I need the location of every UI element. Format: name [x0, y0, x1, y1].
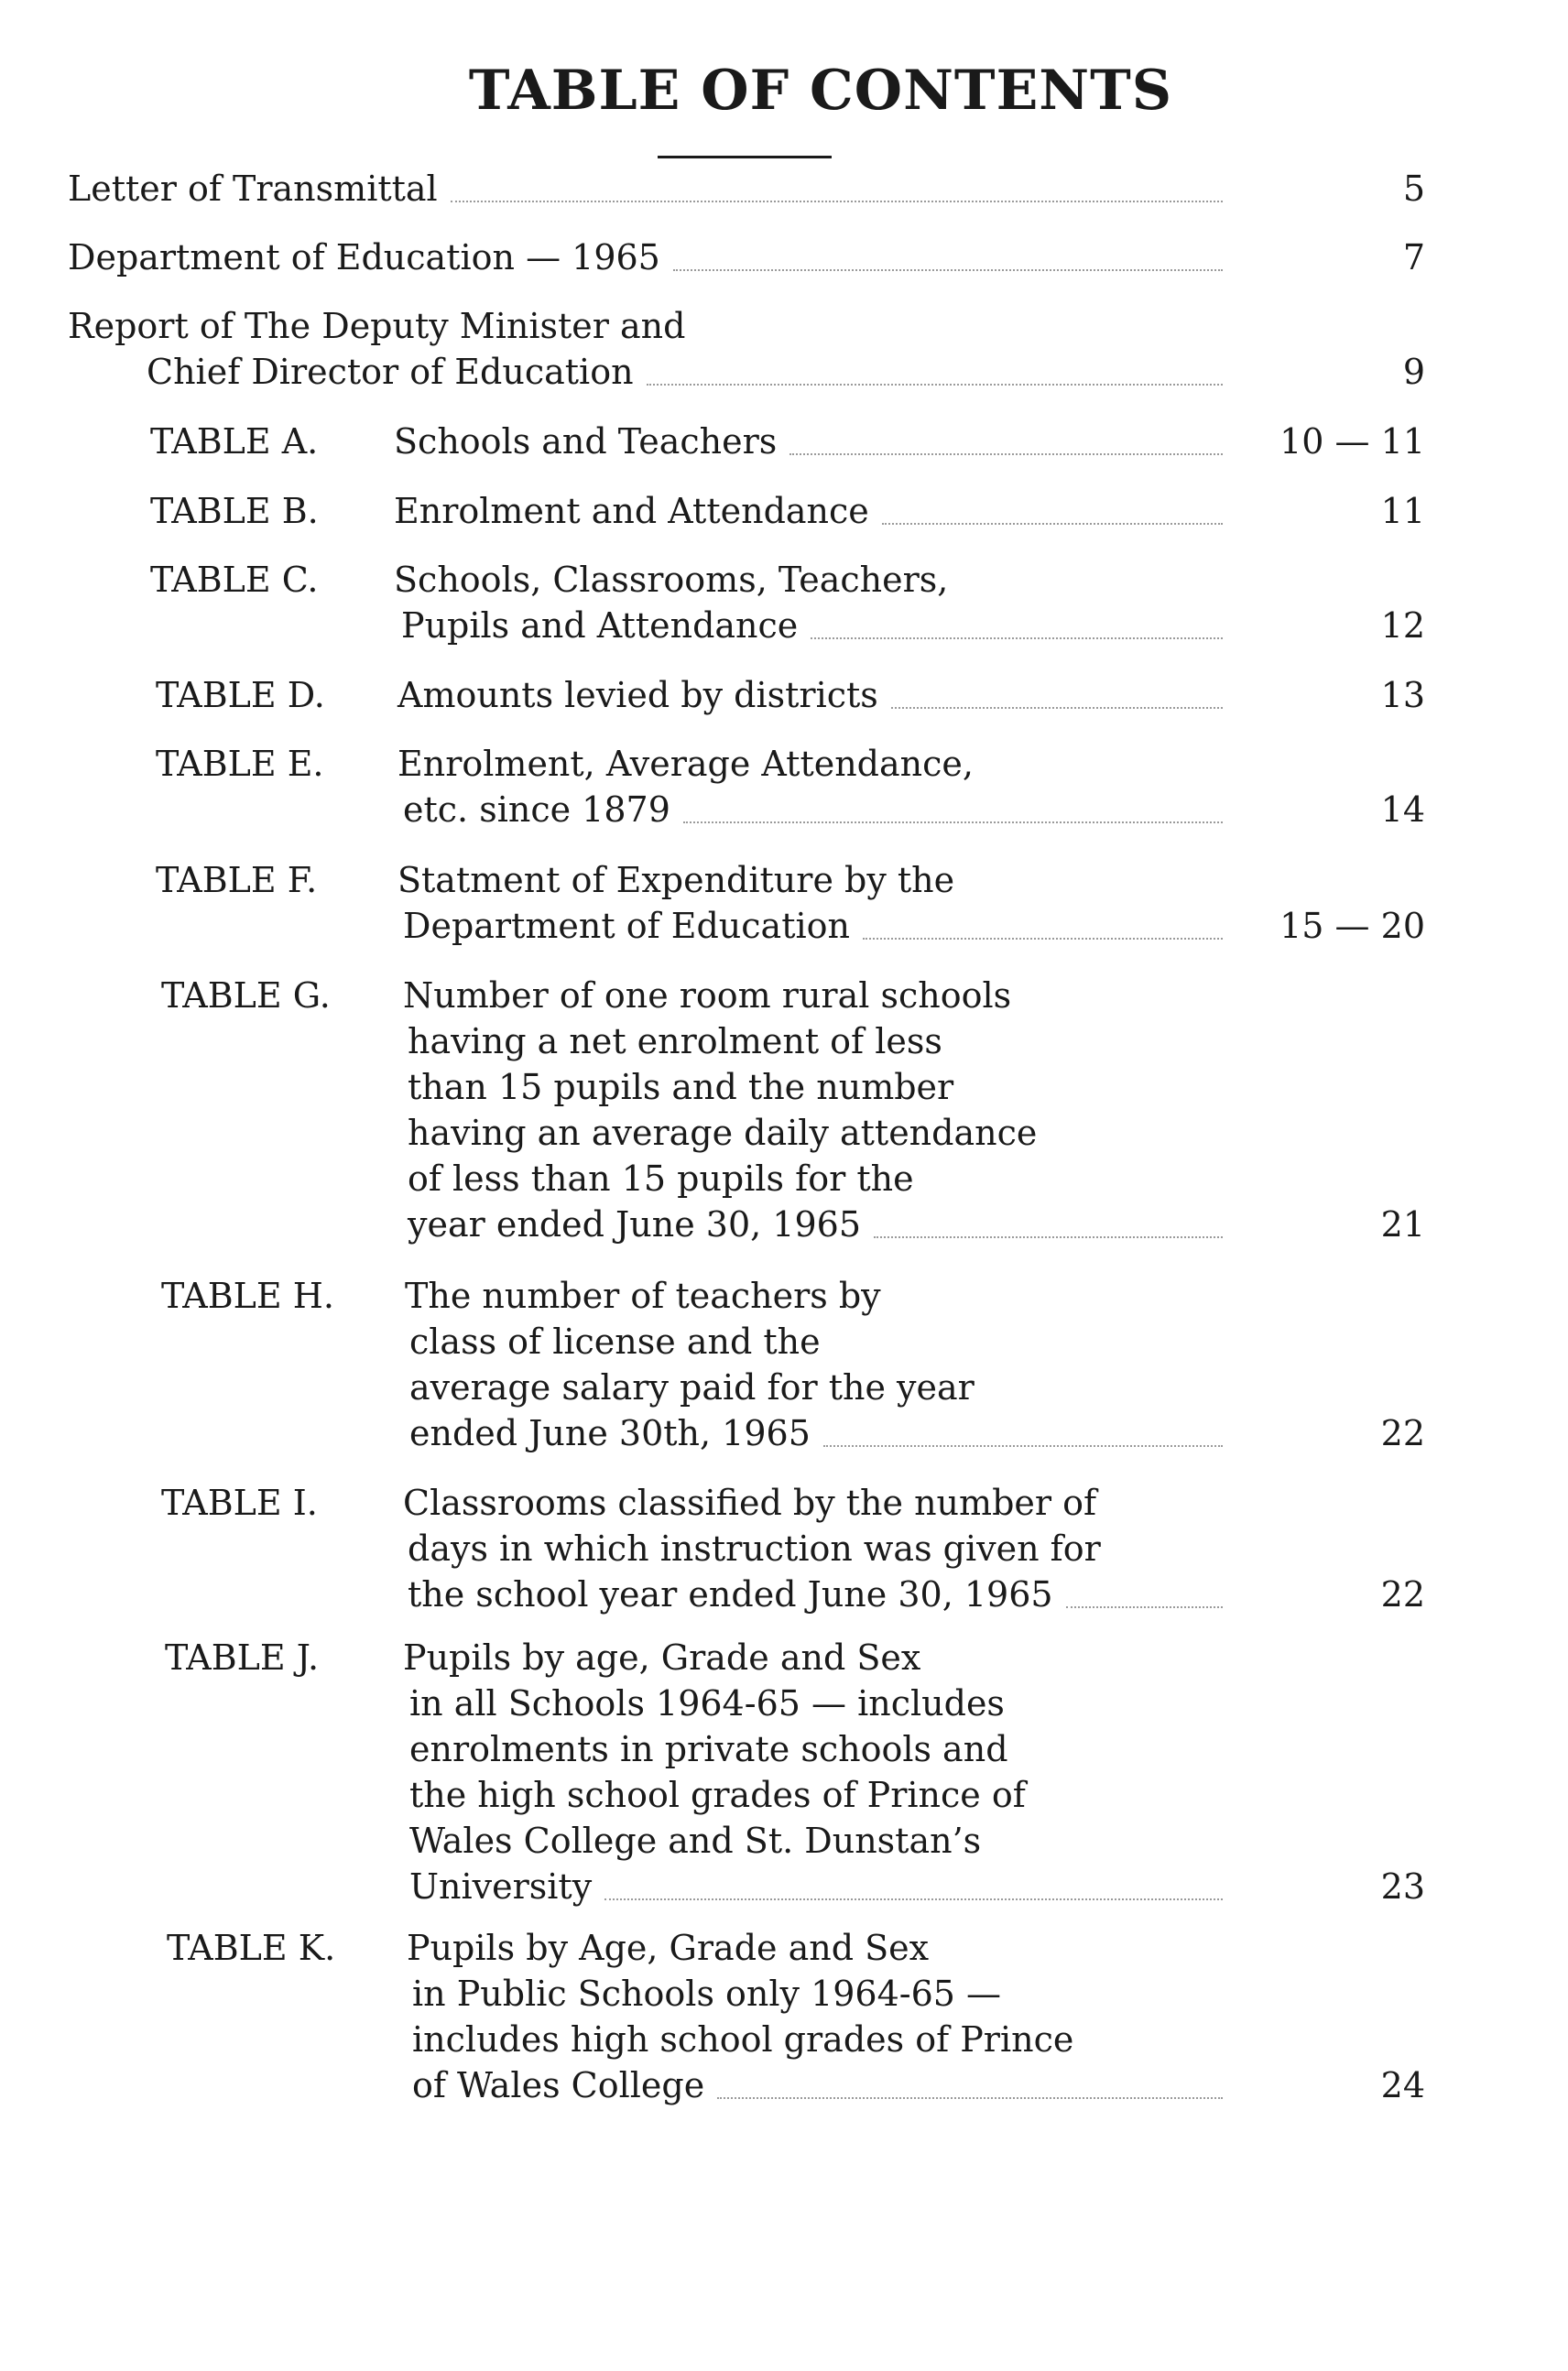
toc-entry-text: Classrooms classified by the number of [403, 1483, 1097, 1523]
toc-dot-leader [683, 821, 1223, 823]
toc-table-label: TABLE F. [156, 860, 318, 900]
toc-entry-text: Letter of Transmittal [68, 169, 438, 209]
toc-entry-text: of less than 15 pupils for the [408, 1158, 914, 1199]
toc-entry-text: Enrolment and Attendance [394, 491, 869, 531]
toc-entry-text: of Wales College [412, 2065, 705, 2105]
toc-dot-leader [451, 201, 1223, 202]
toc-entry-text: days in which instruction was given for [408, 1528, 1101, 1569]
toc-table-label: TABLE G. [161, 975, 331, 1016]
toc-table-label: TABLE H. [161, 1276, 334, 1316]
toc-entry-text: Pupils by age, Grade and Sex [403, 1637, 921, 1678]
toc-dot-leader [789, 453, 1223, 455]
toc-entry-text: enrolments in private schools and [409, 1729, 1008, 1769]
page-title: TABLE OF CONTENTS [468, 59, 1173, 123]
toc-page-number: 23 [1380, 1866, 1425, 1907]
toc-entry-text: Wales College and St. Dunstan’s [409, 1821, 982, 1861]
toc-entry-text: having an average daily attendance [408, 1113, 1038, 1153]
toc-entry-text: year ended June 30, 1965 [408, 1204, 862, 1245]
toc-page-number: 24 [1380, 2065, 1425, 2105]
toc-dot-leader [863, 938, 1223, 940]
toc-entry-text: ended June 30th, 1965 [409, 1413, 811, 1453]
toc-page-number: 22 [1380, 1413, 1425, 1453]
toc-page-number: 7 [1402, 237, 1425, 277]
toc-entry-text: Department of Education [403, 906, 850, 946]
toc-dot-leader [647, 384, 1223, 386]
toc-entry-text: having a net enrolment of less [408, 1021, 942, 1061]
toc-entry-text: class of license and the [409, 1321, 821, 1362]
toc-entry-text: in Public Schools only 1964-65 — [412, 1974, 1002, 2014]
toc-page-number: 5 [1402, 169, 1425, 209]
toc-page-number: 14 [1380, 789, 1425, 830]
toc-table-label: TABLE J. [165, 1637, 320, 1678]
toc-page-number: 9 [1402, 352, 1425, 392]
toc-dot-leader [874, 1236, 1223, 1238]
toc-dot-leader [1066, 1606, 1223, 1608]
toc-entry-text: Enrolment, Average Attendance, [397, 744, 974, 784]
toc-page-number: 11 [1380, 491, 1425, 531]
toc-dot-leader [604, 1898, 1223, 1900]
toc-entry-text: the school year ended June 30, 1965 [408, 1574, 1053, 1615]
toc-dot-leader [891, 707, 1223, 709]
toc-entry-text: The number of teachers by [405, 1276, 881, 1316]
toc-table-label: TABLE C. [150, 560, 319, 600]
toc-dot-leader [882, 523, 1223, 525]
toc-entry-text: Pupils by Age, Grade and Sex [407, 1928, 930, 1968]
toc-entry-text: Schools, Classrooms, Teachers, [394, 560, 949, 600]
toc-entry-text: University [409, 1866, 593, 1907]
toc-page-number: 10 — 11 [1279, 421, 1425, 462]
toc-entry-text: Amounts levied by districts [397, 675, 878, 715]
toc-entry-text: Statment of Expenditure by the [397, 860, 955, 900]
toc-entry-text: Pupils and Attendance [401, 605, 799, 646]
toc-entry-text: Department of Education — 1965 [68, 237, 660, 277]
toc-table-label: TABLE E. [156, 744, 324, 784]
toc-page-number: 12 [1380, 605, 1425, 646]
toc-page-number: 13 [1380, 675, 1425, 715]
toc-table-label: TABLE B. [150, 491, 319, 531]
toc-entry-text: includes high school grades of Prince [412, 2019, 1074, 2060]
toc-table-label: TABLE D. [156, 675, 325, 715]
toc-entry-text: than 15 pupils and the number [408, 1067, 954, 1107]
title-underline [658, 156, 832, 158]
toc-entry-text: etc. since 1879 [403, 789, 670, 830]
toc-dot-leader [673, 269, 1223, 271]
toc-entry-text: Schools and Teachers [394, 421, 778, 462]
toc-page-number: 22 [1380, 1574, 1425, 1615]
toc-entry-text: in all Schools 1964-65 — includes [409, 1683, 1005, 1724]
toc-entry-text: Chief Director of Education [147, 352, 634, 392]
toc-table-label: TABLE A. [150, 421, 319, 462]
toc-entry-text: average salary paid for the year [409, 1367, 975, 1408]
toc-entry-text: the high school grades of Prince of [409, 1775, 1026, 1815]
toc-table-label: TABLE K. [167, 1928, 336, 1968]
toc-page-number: 15 — 20 [1279, 906, 1425, 946]
toc-entry-text: Number of one room rural schools [403, 975, 1012, 1016]
toc-dot-leader [717, 2097, 1223, 2099]
toc-page-number: 21 [1380, 1204, 1425, 1245]
toc-dot-leader [811, 637, 1223, 639]
toc-table-label: TABLE I. [161, 1483, 318, 1523]
toc-entry-text: Report of The Deputy Minister and [68, 306, 686, 346]
toc-dot-leader [823, 1445, 1223, 1447]
